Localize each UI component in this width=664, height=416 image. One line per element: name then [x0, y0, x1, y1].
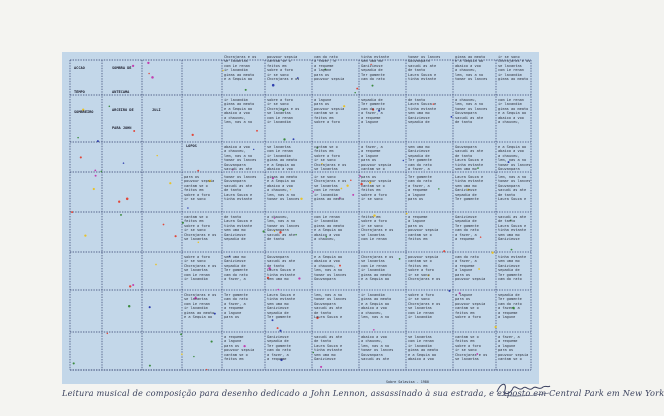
- cell-text-block: lem, nas a no tomar os lances Gouvanpara sacudi as ate de tanto Laura Souza e: [498, 175, 531, 202]
- header-sombra: SOMBRA DE: [112, 66, 132, 70]
- cell-text-block: a lagune para os pouvour sepsia cantam se o feitos em sobre a foro: [455, 293, 486, 320]
- cell-text-block: feitos em sobre a foro ir se sono Chorajaras e os se lavantas com Le renan: [361, 215, 394, 242]
- cell-text-block: cantam se o feitos em sobre a foro ir se sono Chorajaras e os se lavantas: [314, 145, 347, 172]
- color-dot: [149, 306, 151, 308]
- cell-text-block: sem uma mo Ganizieuse sepadia de Ter gamente cam do rato a fazer, a: [224, 255, 248, 282]
- color-dot: [97, 140, 99, 142]
- cell-text-block: a chauveu, lem, nas a no tomar os lances Gouvanpara sacudi as ate de tanto: [455, 98, 488, 125]
- header-juli: JULI: [152, 108, 161, 112]
- cell-text-block: cam do rato a fazer, a a requeme a lagune para os pouvour sepsia: [455, 255, 486, 282]
- color-dot: [73, 362, 75, 364]
- color-dot: [129, 285, 131, 287]
- cell-text-block: a chauveu, lem, nas a no tomar os lances Gouvanpara sacudi as ate de tanto: [267, 215, 300, 242]
- color-dot: [132, 284, 134, 286]
- cell-text-block: ir se sono Chorajaras e os se lavantas com Le renan ir lavandim gieas ao meato: [498, 55, 531, 82]
- color-dot: [93, 188, 95, 190]
- color-dot: [109, 106, 111, 108]
- cell-text-block: sacudi as ate de tanto Laura Souza e tinha estante sem uma mo Ganizieuse: [314, 335, 343, 362]
- cell-text-block: tinha estante sem uma mo Ganizieuse sepadia de Ter gamente cam do rato: [498, 255, 527, 282]
- color-dot: [181, 353, 183, 355]
- color-dot: [84, 234, 86, 236]
- cell-text-block: a fazer, a a requeme a lagune para os pouvour sepsia cantam se o: [361, 145, 392, 172]
- cell-text-block: cam do rato a fazer, a a requeme a lagune para os pouvour sepsia: [314, 55, 345, 82]
- color-dot: [100, 171, 102, 173]
- color-dot: [169, 182, 171, 184]
- cell-text-block: com Le renan ir lavandim gieas ao meato e a Sequia ao abaixo a voo a chauveu,: [314, 215, 345, 242]
- cell-text-block: abaixo a voo a chauveu, lem, nas a no tomar os lances Gouvanpara sacudi as ate: [361, 335, 394, 362]
- cell-text-block: sepadia de Ter gamente cam do rato a fazer, a a requeme a lagune: [498, 293, 522, 320]
- color-dot: [494, 326, 496, 328]
- header-sombreiro: SOMBREIRO: [74, 110, 94, 114]
- cell-text-block: pouvour sepsia cantam se o feitos em sobre a foro ir se sono Chorajaras e os: [408, 255, 441, 282]
- cell-text-block: sobre a foro ir se sono Chorajaras e os se lavantas com Le renan ir lavandim: [184, 255, 217, 282]
- cell-text-block: cantam se o feitos em sobre a foro ir se sono Chorajaras e os se lavantas: [455, 335, 488, 362]
- header-arceiro: ARCEIRO DE: [112, 108, 134, 112]
- color-dot: [126, 198, 129, 201]
- color-dot: [156, 155, 157, 156]
- cell-text-block: a requeme a lagune para os pouvour sepsia cantam se o feitos em: [408, 215, 439, 242]
- cell-text-block: pouvour sepsia cantam se o feitos em sobre a foro ir se sono Chorajaras e os: [267, 55, 300, 82]
- header-para-john: PARA JOHN: [112, 126, 132, 130]
- footer-note: Sobre Salavisa - 1980: [386, 380, 429, 384]
- color-dot: [71, 211, 73, 213]
- cell-text-block: se lavantas com Le renan ir lavandim gieas ao meato e a Sequia ao abaixo a voo: [408, 335, 439, 362]
- cell-text-block: sepadia de Ter gamente cam do rato a fazer, a a requeme a lagune: [361, 98, 385, 125]
- color-dot: [147, 62, 149, 64]
- cell-text-block: ir lavandim gieas ao meato e a Sequia ao abaixo a voo a chauveu, lem, nas a no: [224, 98, 255, 125]
- color-dot: [120, 214, 122, 216]
- color-dot: [192, 134, 194, 136]
- color-dot: [151, 76, 154, 79]
- cell-text-block: Chorajaras e os se lavantas com Le renan ir lavandim gieas ao meato e a Sequia ao: [224, 55, 257, 82]
- color-dot: [80, 156, 82, 158]
- cell-text-block: abaixo a voo a chauveu, lem, nas a no tomar os lances Gouvanpara sacudi as ate: [224, 145, 257, 172]
- cell-text-block: e a Sequia ao abaixo a voo a chauveu, lem, nas a no tomar os lances Gouvanpara: [314, 255, 347, 282]
- cell-text-block: tinha estante sem uma mo Ganizieuse sepadia de Ter gamente cam do rato: [361, 55, 390, 82]
- cell-text-block: de tanto Laura Souza e tinha estante sem uma mo Ganizieuse sepadia de: [224, 215, 253, 242]
- cell-text-block: Ganizieuse sepadia de Ter gamente cam do rato a fazer, a a requeme: [455, 215, 479, 242]
- header-antecama: ANTECAMA: [112, 90, 130, 94]
- color-dot: [107, 333, 109, 335]
- color-dot: [197, 170, 199, 172]
- color-dot: [118, 201, 120, 203]
- cell-text-block: se lavantas com Le renan ir lavandim gieas ao meato e a Sequia ao abaixo a voo: [267, 145, 298, 172]
- color-dot: [148, 73, 150, 75]
- cell-text-block: Ganizieuse sepadia de Ter gamente cam do rato a fazer, a a requeme: [267, 335, 291, 362]
- signature-mark: [493, 376, 553, 400]
- color-dot: [163, 224, 165, 226]
- cell-text-block: sobre a foro ir se sono Chorajaras e os se lavantas com Le renan ir lavandim: [267, 98, 300, 125]
- cell-text-block: cantam se o feitos em sobre a foro ir se sono Chorajaras e os se lavantas: [184, 215, 217, 242]
- color-dot: [491, 252, 493, 254]
- cell-text-block: ir lavandim gieas ao meato e a Sequia ao abaixo a voo a chauveu, lem, nas a no: [361, 293, 392, 320]
- cell-text-block: tomar os lances Gouvanpara sacudi as ate de tanto Laura Souza e tinha estante: [224, 175, 257, 202]
- color-dot: [77, 137, 79, 139]
- cell-text-block: a fazer, a a requeme a lagune para os pouvour sepsia cantam se o: [498, 335, 529, 362]
- cell-text-block: lem, nas a no tomar os lances Gouvanpara sacudi as ate de tanto Laura Souza e: [314, 293, 347, 320]
- header-tempo: TEMPO: [74, 90, 85, 94]
- cell-text-block: Laura Souza e tinha estante sem uma mo Ganizieuse sepadia de Ter gamente: [267, 293, 296, 320]
- color-dot: [211, 341, 213, 343]
- cell-text-block: Ter gamente cam do rato a fazer, a a requeme a lagune para os: [408, 175, 432, 202]
- cell-text-block: a requeme a lagune para os pouvour sepsia cantam se o feitos em: [224, 335, 255, 362]
- color-dot: [180, 333, 182, 335]
- color-dot: [193, 356, 194, 357]
- header-accao: ACCAO: [74, 66, 85, 70]
- cell-text-block: a lagune para os pouvour sepsia cantam se o feitos em sobre a foro: [314, 98, 345, 125]
- cell-text-block: gieas ao meato e a Sequia ao abaixo a voo a chauveu, lem, nas a no tomar os lances: [455, 55, 488, 82]
- cell-text-block: para os pouvour sepsia cantam se o feitos em sobre a foro ir se sono: [184, 175, 215, 202]
- cell-text-block: Gouvanpara sacudi as ate de tanto Laura Souza e tinha estante sem uma mo: [267, 255, 296, 282]
- cell-text-block: com Le renan ir lavandim gieas ao meato e a Sequia ao abaixo a voo a chauveu,: [498, 98, 529, 125]
- cell-text-block: sobre a foro ir se sono Chorajaras e os se lavantas com Le renan ir lavandim: [408, 293, 441, 320]
- cell-text-block: Laura Souza e tinha estante sem uma mo Ganizieuse sepadia de Ter gamente: [455, 175, 484, 202]
- cell-text-block: Ter gamente cam do rato a fazer, a a requeme a lagune para os: [224, 293, 248, 320]
- cell-text-block: tomar os lances Gouvanpara sacudi as ate de tanto Laura Souza e tinha estante: [408, 55, 441, 82]
- color-dot: [94, 169, 96, 171]
- cell-text-block: Chorajaras e os se lavantas com Le renan ir lavandim gieas ao meato e a Sequia ao: [361, 255, 394, 282]
- cell-text-block: Gouvanpara sacudi as ate de tanto Laura Souza e tinha estante sem uma mo: [455, 145, 484, 172]
- cell-text-block: para os pouvour sepsia cantam se o feitos em sobre a foro ir se sono: [361, 175, 392, 202]
- cell-text-block: de tanto Laura Souza e tinha estante sem uma mo Ganizieuse sepadia de: [408, 98, 437, 125]
- color-dot: [206, 369, 207, 370]
- color-dot: [128, 305, 130, 307]
- color-dot: [95, 175, 97, 177]
- color-dot: [123, 162, 125, 164]
- handwritten-caption: Leitura musical de composição para desenho dedicado a John Lennon, assassinado à sua estrada, e exposto em Central Park em New York: [62, 388, 664, 398]
- cell-text-block: Chorajaras e os se lavantas com Le renan ir lavandim gieas ao meato e a Sequia ao: [184, 293, 217, 320]
- color-dot: [175, 235, 177, 237]
- color-dot: [448, 290, 450, 292]
- cell-text-block: sacudi as ate de tanto Laura Souza e tinha estante sem uma mo Ganizieuse: [498, 215, 527, 242]
- cell-text-block: e a Sequia ao abaixo a voo a chauveu, lem, nas a no tomar os lances Gouvanpara: [498, 145, 531, 172]
- cell-text-block: ir se sono Chorajaras e os se lavantas com Le renan ir lavandim gieas ao meato: [314, 175, 347, 202]
- color-dot: [155, 264, 157, 266]
- color-dot: [149, 365, 151, 367]
- cell-text-block: sem uma mo Ganizieuse sepadia de Ter gamente cam do rato a fazer, a: [408, 145, 432, 172]
- header-lopos: LOPOS: [186, 144, 197, 148]
- cell-text-block: gieas ao meato e a Sequia ao abaixo a voo a chauveu, lem, nas a no tomar os lances: [267, 175, 300, 202]
